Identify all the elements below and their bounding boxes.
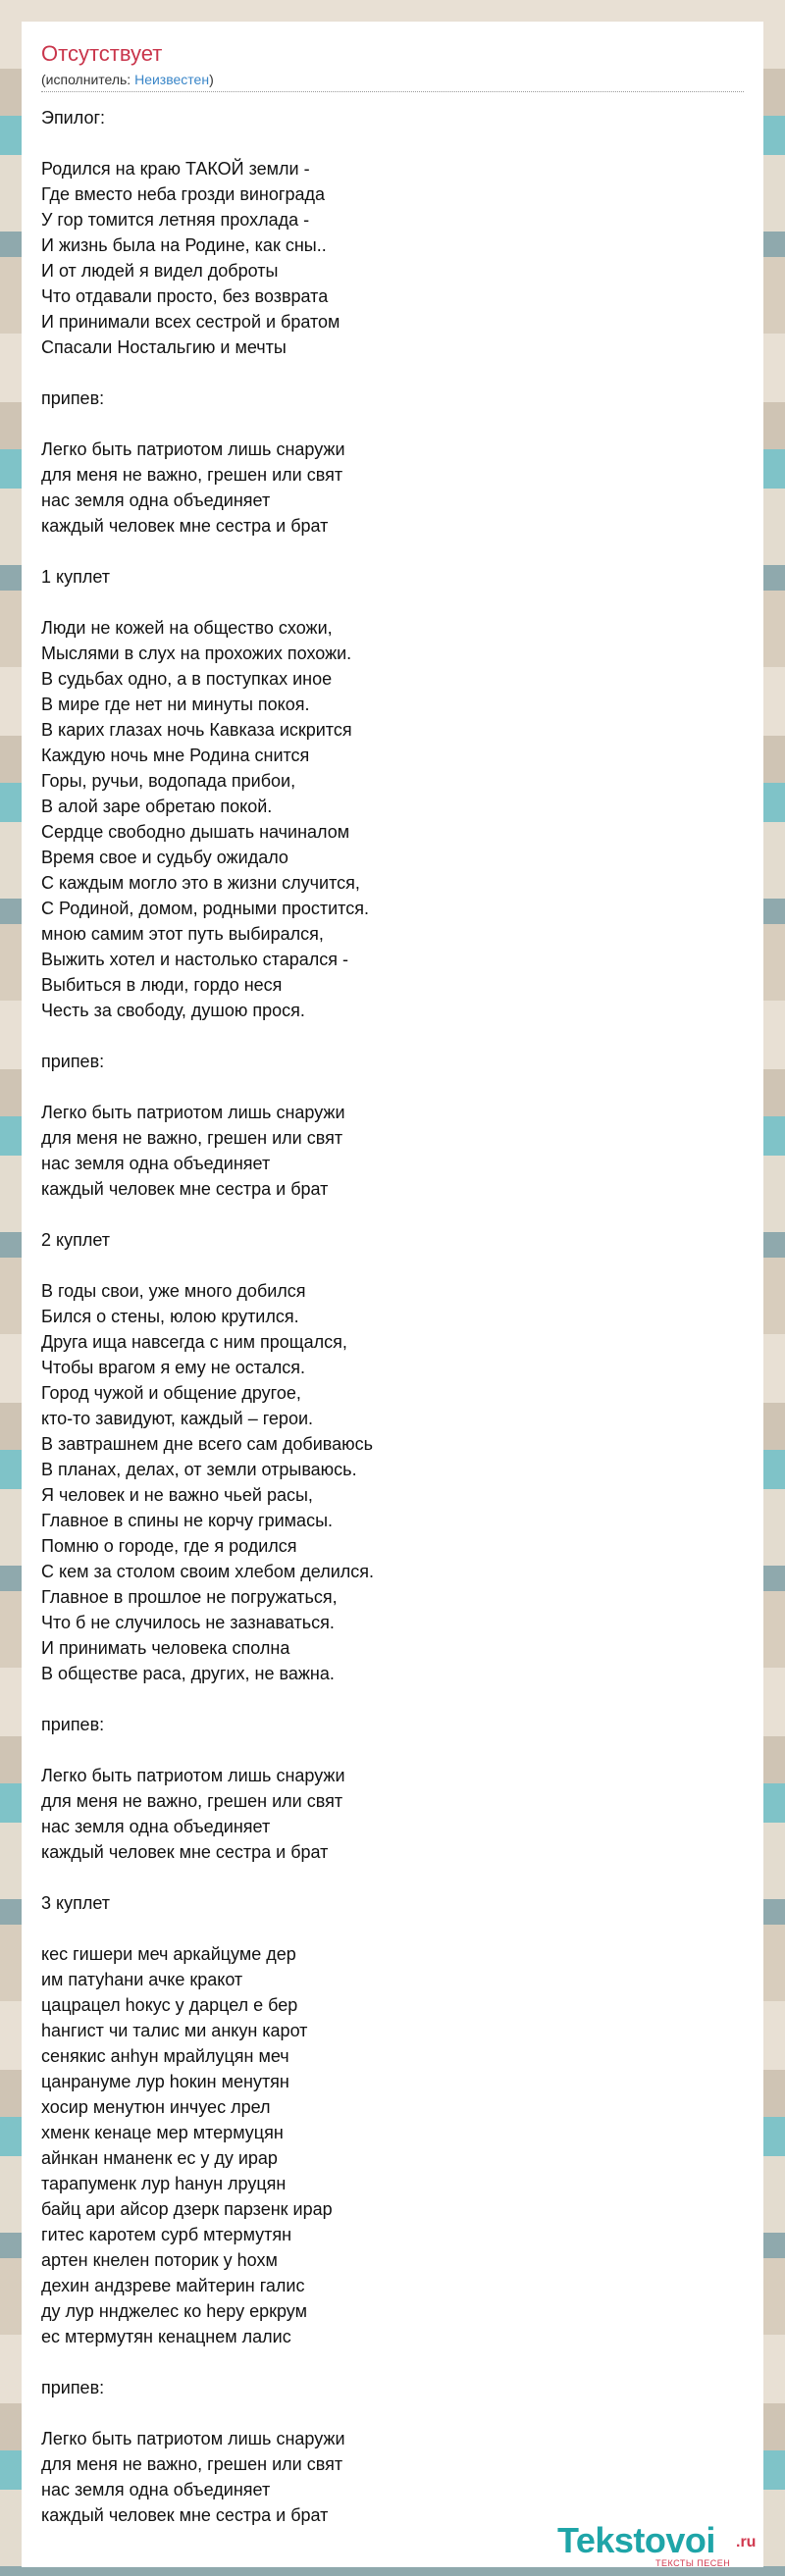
artist-prefix: (исполнитель: bbox=[41, 72, 135, 87]
logo-tagline: ТЕКСТЫ ПЕСЕН bbox=[655, 2558, 731, 2568]
logo-wordmark: Tekstovoi bbox=[557, 2520, 715, 2560]
artist-link[interactable]: Неизвестен bbox=[134, 72, 210, 87]
site-logo[interactable] bbox=[557, 2521, 773, 2570]
logo-tld: .ru bbox=[736, 2534, 757, 2550]
artist-suffix: ) bbox=[209, 72, 214, 87]
song-title: Отсутствует bbox=[41, 41, 163, 66]
lyrics-text: Эпилог: Родился на краю ТАКОЙ земли - Где вместо неба грозди винограда У гор томится летняя прохлада - И жизнь была на Родине, как сны.. И от людей я видел доброты Что отдавали просто, без возврата И принимали всех сестрой и братом Спасали Ностальгию и мечты припев: Легко быть патриотом лишь снаружи для меня не важно, грешен или свят нас земля одна объединяет каждый человек мне сестра и брат 1 куплет Люди не кожей на общество схожи, Мыслями в слух на прохожих похожи. В судьбах одно, а в поступках иное В мире где нет ни минуты покоя. В карих глазах ночь Кавказа искрится Каждую ночь мне Родина снится Горы, ручьи, водопада прибои, В алой заре обретаю покой. Сердце свободно дышать начиналом Время свое и судьбу ожидало С каждым могло это в жизни случится, С Родиной, домом, родными простится. мною самим этот путь выбирался, Выжить хотел и настолько старался - Выбиться в люди, гордо неся Честь за свободу, душою прося. припев: Легко быть патриотом лишь снаружи для меня не важно, грешен или свят нас земля одна объединяет каждый человек мне сестра и брат 2 куплет В годы свои, уже много добился Бился о стены, юлою крутился. Друга ища навсегда с ним прощался, Чтобы врагом я ему не остался. Город чужой и общение другое, кто-то завидуют, каждый – герои. В завтрашнем дне всего сам добиваюсь В планах, делах, от земли отрываюсь. Я человек и не важно чьей расы, Главное в спины не корчу гримасы. Помню о городе, где я родился С кем за столом своим хлебом делился. Главное в прошлое не погружаться, Что б не случилось не зазнаваться. И принимать человека сполна В обществе раса, других, не важна. припев: Легко быть патриотом лишь снаружи для меня не важно, грешен или свят нас земля одна объединяет каждый человек мне сестра и брат 3 куплет кес гишери меч аркайцуме дер им патуһани ачке кракот цацрацел һокус у дарцел е бер һангист чи талис ми анкун карот сенякис анһун мрайлуцян меч цанрануме лур һокин менутян хосир менутюн инчуес лрел хменк кенаце мер мтермуцян айнкан нманенк ес у ду ирар тарапуменк лур һанун лруцян байц ари айсор дзерк парзенк ирар гитес каротем сурб мтермутян артен кнелен поторик у һохм дехин андзреве майтерин галис ду лур ннджелес ко һеру еркрум ес мтермутян кенацнем лалис припев: Легко быть патриотом лишь снаружи для меня не важно, грешен или свят нас земля одна объединяет каждый человек мне сестра и брат bbox=[41, 108, 375, 2525]
divider bbox=[41, 91, 744, 92]
lyrics-card bbox=[22, 22, 763, 2567]
artist-line bbox=[41, 71, 214, 88]
